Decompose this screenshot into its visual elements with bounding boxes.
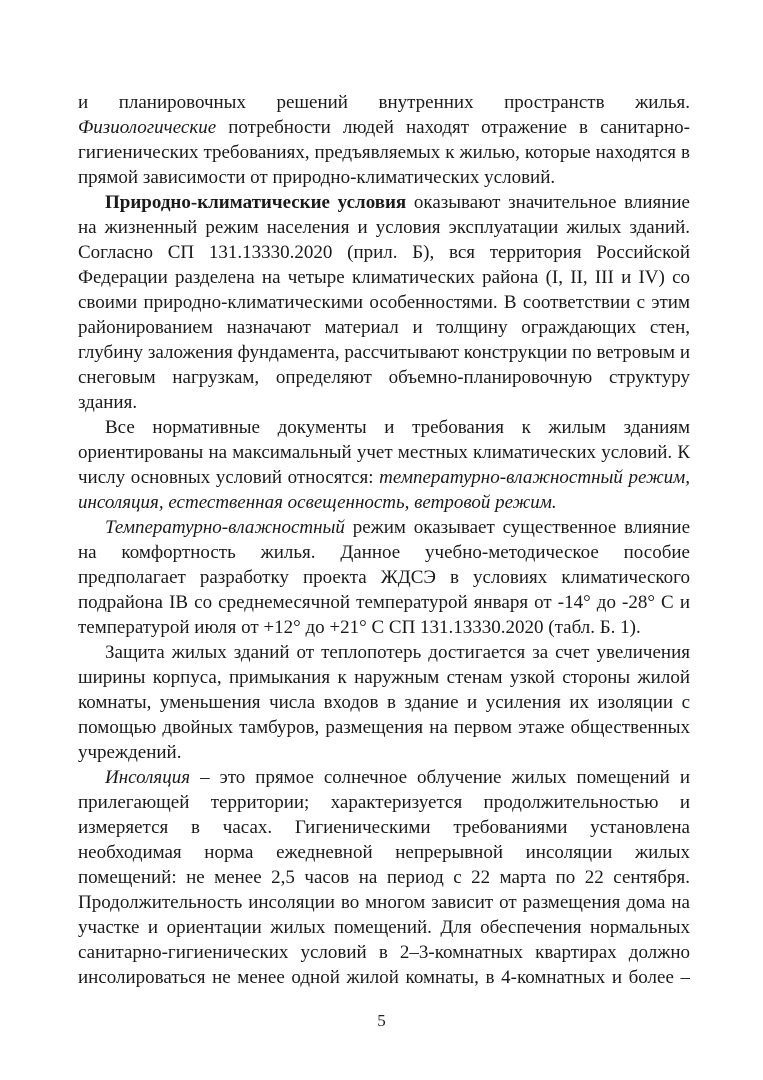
text-segment: помощью двойных тамбуров, размещения на первом этаже общественных xyxy=(78,717,690,738)
text-segment: инсолироваться не менее одной жилой комнаты, в 4-комнатных и более – xyxy=(78,967,690,988)
text-line xyxy=(78,390,690,415)
paragraph xyxy=(78,765,690,990)
italic-text-segment: Физиологические xyxy=(78,117,217,138)
text-line xyxy=(78,215,690,240)
text-line xyxy=(78,90,690,115)
text-line xyxy=(78,265,690,290)
text-line xyxy=(78,465,690,490)
text-segment: районированием назначают материал и толщину ограждающих стен, xyxy=(78,317,690,338)
text-line xyxy=(78,365,690,390)
text-segment: Все нормативные документы и требования к жилым зданиям xyxy=(105,417,690,438)
text-line xyxy=(78,515,690,540)
text-line xyxy=(78,315,690,340)
text-line xyxy=(78,790,690,815)
text-line xyxy=(78,690,690,715)
text-segment: – это прямое солнечное облучение жилых помещений и xyxy=(190,767,690,788)
text-line xyxy=(78,865,690,890)
text-line xyxy=(78,165,690,190)
paragraph xyxy=(78,90,690,190)
text-segment: необходимая норма ежедневной непрерывной инсоляции жилых xyxy=(78,842,690,863)
text-line xyxy=(78,415,690,440)
text-line xyxy=(78,715,690,740)
page-number: 5 xyxy=(377,1011,386,1030)
italic-text-segment: Инсоляция xyxy=(105,767,191,788)
bold-text-segment: Природно-климатические условия xyxy=(105,192,407,213)
text-line xyxy=(78,840,690,865)
text-segment: снеговым нагрузкам, определяют объемно-планировочную структуру xyxy=(78,367,690,388)
text-line xyxy=(78,590,690,615)
text-segment: оказывают значительное влияние xyxy=(406,192,690,213)
text-segment: Продолжительность инсоляции во многом зависит от размещения дома на xyxy=(78,892,690,913)
text-line xyxy=(78,765,690,790)
text-segment: предполагает разработку проекта ЖДСЭ в условиях климатического xyxy=(78,567,690,588)
italic-text-segment: Температурно-влажностный xyxy=(105,517,345,538)
text-segment: помещений: не менее 2,5 часов на период с 22 марта по 22 сентября. xyxy=(78,867,690,888)
text-line xyxy=(78,940,690,965)
text-line xyxy=(78,440,690,465)
paragraph xyxy=(78,640,690,765)
text-line xyxy=(78,565,690,590)
text-line xyxy=(78,965,690,990)
italic-text-segment: инсоляция, естественная освещенность, ветровой режим. xyxy=(78,492,557,513)
text-segment: своими природно-климатическими особенностями. В соответствии с этим xyxy=(78,292,690,313)
text-line xyxy=(78,190,690,215)
text-segment: подрайона IВ со среднемесячной температурой января от -14° до -28° С и xyxy=(78,592,690,613)
text-segment: потребности людей находят отражение в санитарно- xyxy=(216,117,690,138)
italic-text-segment: температурно-влажностный режим, xyxy=(379,467,690,488)
paragraph xyxy=(78,515,690,640)
text-segment: комнаты, уменьшения числа входов в здание и усиления их изоляции с xyxy=(78,692,690,713)
text-segment: на жизненный режим населения и условия эксплуатации жилых зданий. xyxy=(78,217,690,238)
text-segment: участке и ориентации жилых помещений. Для обеспечения нормальных xyxy=(78,917,690,938)
paragraph xyxy=(78,415,690,515)
paragraph xyxy=(78,190,690,415)
text-segment: санитарно-гигиенических условий в 2–3-комнатных квартирах должно xyxy=(78,942,690,963)
text-line xyxy=(78,490,690,515)
text-line xyxy=(78,640,690,665)
text-segment: прямой зависимости от природно-климатических условий. xyxy=(78,167,556,188)
text-line xyxy=(78,890,690,915)
text-segment: на комфортность жилья. Данное учебно-методическое пособие xyxy=(78,542,690,563)
text-segment: режим оказывает существенное влияние xyxy=(344,517,690,538)
text-segment: Защита жилых зданий от теплопотерь достигается за счет увеличения xyxy=(105,642,690,663)
text-line xyxy=(78,740,690,765)
text-segment: учреждений. xyxy=(78,742,182,763)
text-segment: Федерации разделена на четыре климатических района (I, II, III и IV) со xyxy=(78,267,690,288)
text-segment: глубину заложения фундамента, рассчитывают конструкции по ветровым и xyxy=(78,342,690,363)
text-line xyxy=(78,340,690,365)
text-segment: прилегающей территории; характеризуется продолжительностью и xyxy=(78,792,690,813)
text-line xyxy=(78,240,690,265)
text-line xyxy=(78,140,690,165)
text-line xyxy=(78,665,690,690)
text-segment: ориентированы на максимальный учет местных климатических условий. К xyxy=(78,442,690,463)
text-line xyxy=(78,815,690,840)
text-line xyxy=(78,615,690,640)
text-segment: гигиенических требованиях, предъявляемых к жилью, которые находятся в xyxy=(78,142,690,163)
text-segment: температурой июля от +12° до +21° С СП 131.13330.2020 (табл. Б. 1). xyxy=(78,617,641,638)
text-line xyxy=(78,290,690,315)
text-segment: ширины корпуса, примыкания к наружным стенам узкой стороны жилой xyxy=(78,667,690,688)
text-segment: измеряется в часах. Гигиеническими требованиями установлена xyxy=(78,817,690,838)
text-segment: здания. xyxy=(78,392,138,413)
text-block xyxy=(78,90,690,990)
text-line xyxy=(78,115,690,140)
text-line xyxy=(78,540,690,565)
text-segment: Согласно СП 131.13330.2020 (прил. Б), вся территория Российской xyxy=(78,242,690,263)
text-segment: числу основных условий относятся: xyxy=(78,467,380,488)
text-line xyxy=(78,915,690,940)
text-segment: и планировочных решений внутренних пространств жилья. xyxy=(78,92,690,113)
